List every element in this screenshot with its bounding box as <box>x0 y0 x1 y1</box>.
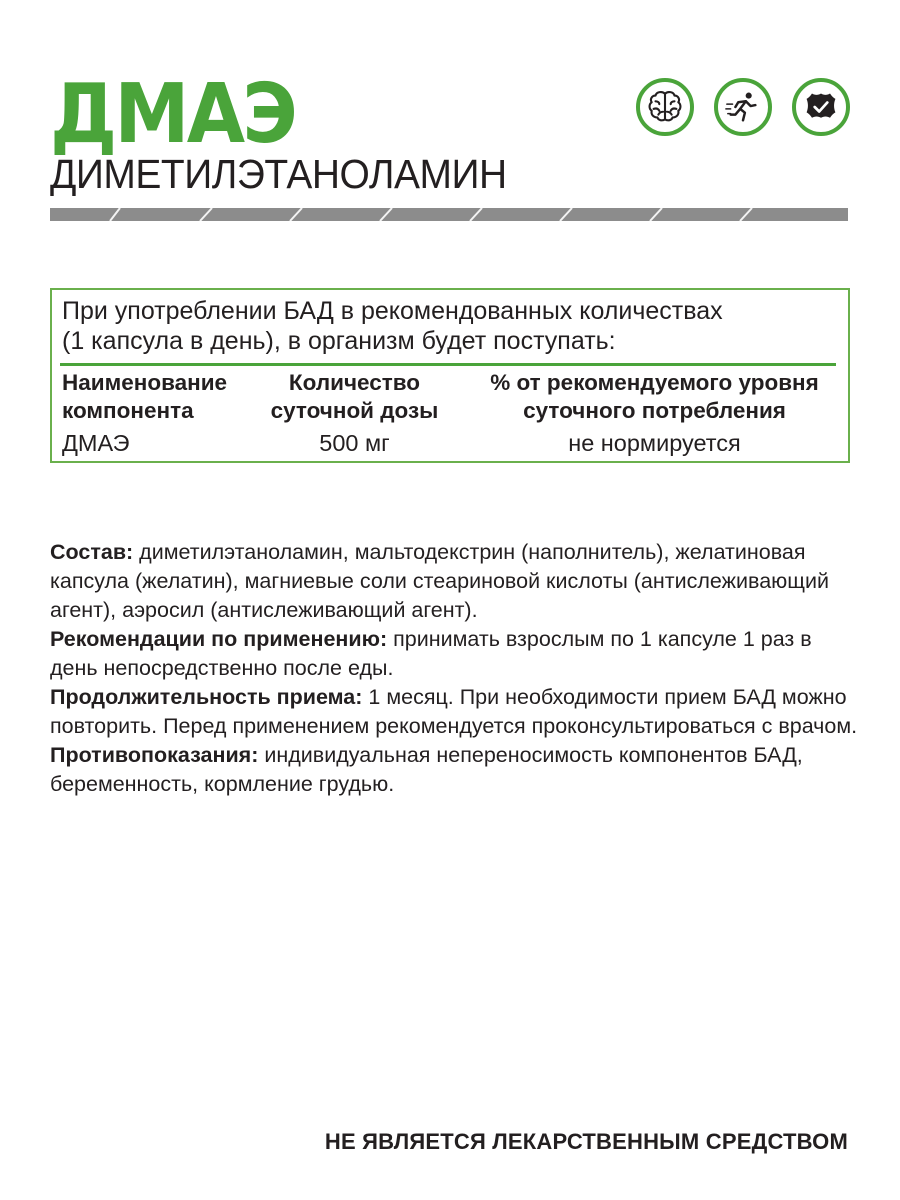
table-intro: При употреблении БАД в рекомендованных количествах (1 капсула в день), в организм будет поступать: <box>62 297 723 355</box>
header-component-name: Наименование компонента <box>62 370 228 423</box>
section-composition: Состав: диметилэтаноламин, мальтодекстрин (наполнитель), желатиновая капсула (желатин), магниевые соли стеариновой кислоты (антислеживающий агент), аэросил (антислеживающий агент). <box>50 540 829 622</box>
cell-component-name: ДМАЭ <box>62 430 130 456</box>
cell-daily-dose: 500 мг <box>319 430 390 456</box>
cell-percent-intake: не нормируется <box>568 430 741 456</box>
table-separator <box>60 363 836 366</box>
header-percent-intake: % от рекомендуемого уровня суточного потребления <box>490 370 819 423</box>
section-usage: Рекомендации по применению: принимать взрослым по 1 капсуле 1 раз в день непосредственно после еды. <box>50 627 812 680</box>
decorative-divider <box>50 205 848 221</box>
product-description <box>50 538 860 799</box>
disclaimer: НЕ ЯВЛЯЕТСЯ ЛЕКАРСТВЕННЫМ СРЕДСТВОМ <box>324 1129 848 1154</box>
header-daily-dose: Количество суточной дозы <box>270 370 439 423</box>
nutrition-table <box>50 288 850 463</box>
section-contraindications: Противопоказания: индивидуальная непереносимость компонентов БАД, беременность, кормление грудью. <box>50 743 803 796</box>
runner-icon <box>714 78 772 136</box>
feature-icons <box>636 78 850 136</box>
product-title: ДМАЭ <box>50 67 295 162</box>
leather-icon <box>792 78 850 136</box>
section-duration: Продолжительность приема: 1 месяц. При необходимости прием БАД можно повторить. Перед применением рекомендуется проконсультироваться с врачом. <box>50 685 858 738</box>
product-subtitle: ДИМЕТИЛЭТАНОЛАМИН <box>50 151 507 197</box>
brain-icon <box>636 78 694 136</box>
